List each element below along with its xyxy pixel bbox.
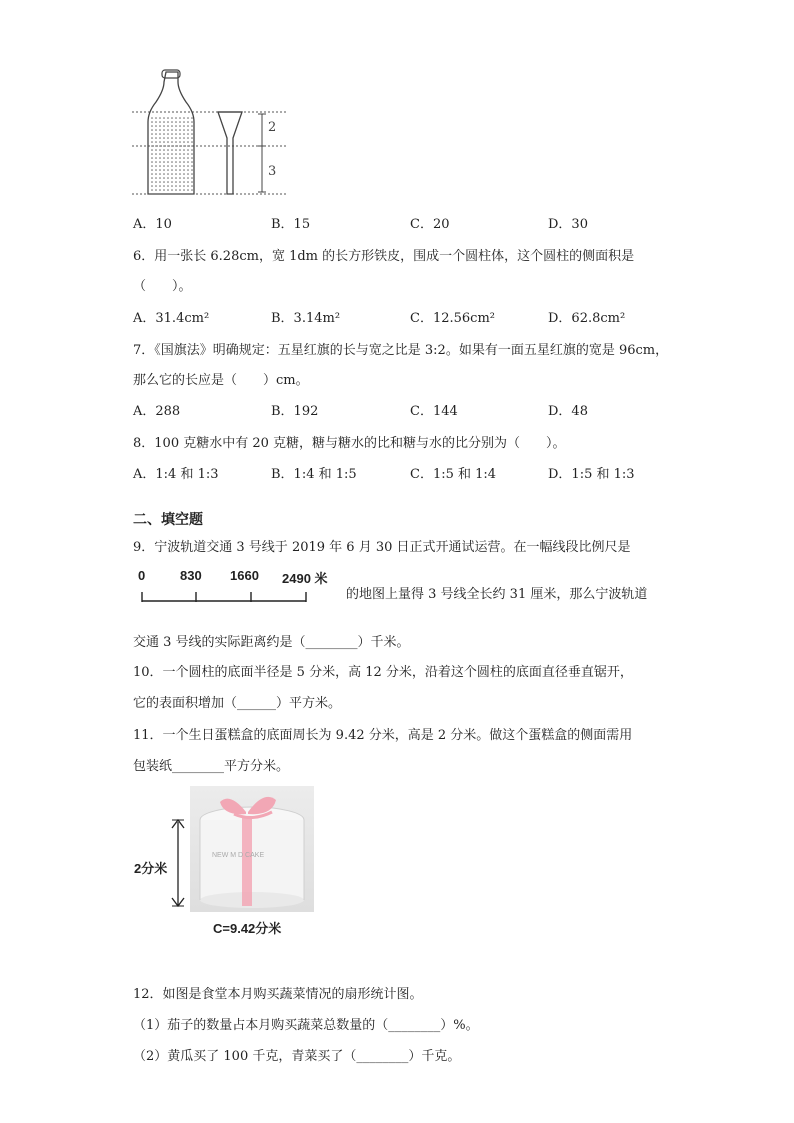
q12-sub1: （1）茄子的数量占本月购买蔬菜总数量的（________）%。 xyxy=(133,1018,479,1033)
q7-option-c[interactable]: C．144 xyxy=(410,404,458,419)
q8-option-b[interactable]: B．1:4 和 1:5 xyxy=(271,467,357,482)
scale-label-0: 0 xyxy=(138,568,146,583)
scale-bar xyxy=(130,566,340,606)
scale-label-830: 830 xyxy=(180,568,202,583)
q7-option-a[interactable]: A．288 xyxy=(133,404,181,419)
q12-text-line1: 12．如图是食堂本月购买蔬菜情况的扇形统计图。 xyxy=(133,987,423,1002)
q6-option-a[interactable]: A．31.4cm² xyxy=(133,311,210,326)
cake-box-svg xyxy=(190,786,314,912)
q9-text-line1: 9．宁波轨道交通 3 号线于 2019 年 6 月 30 日正式开通试运营。在一幅线段比例尺是 xyxy=(133,540,631,555)
q5-option-d[interactable]: D．30 xyxy=(548,217,588,232)
q7-text-line2: 那么它的长应是（ ）cm。 xyxy=(133,373,309,388)
figure-label-3: 3 xyxy=(268,164,277,179)
q7-option-d[interactable]: D．48 xyxy=(548,404,588,419)
q12-sub2: （2）黄瓜买了 100 千克，青菜买了（________）千克。 xyxy=(133,1049,461,1064)
q6-option-d[interactable]: D．62.8cm² xyxy=(548,311,626,326)
q8-option-c[interactable]: C．1:5 和 1:4 xyxy=(410,467,497,482)
q11-text-line2: 包装纸________平方分米。 xyxy=(133,759,290,774)
scale-label-2490: 2490 米 xyxy=(282,571,328,586)
bottle-funnel-svg xyxy=(130,68,290,198)
q6-option-c[interactable]: C．12.56cm² xyxy=(410,311,495,326)
height-label: 2分米 xyxy=(134,861,168,876)
section-title: 二、填空题 xyxy=(133,512,203,528)
cake-box-photo xyxy=(190,786,314,912)
q11-text-line1: 11．一个生日蛋糕盒的底面周长为 9.42 分米，高是 2 分米。做这个蛋糕盒的侧面需用 xyxy=(133,728,633,743)
q6-text-line2: （ ）。 xyxy=(133,279,192,294)
q7-text-line1: 7．《国旗法》明确规定：五星红旗的长与宽之比是 3:2。如果有一面五星红旗的宽是 96cm， xyxy=(133,343,669,358)
figure-label-2: 2 xyxy=(268,120,277,135)
q6-option-b[interactable]: B．3.14m² xyxy=(271,311,341,326)
q8-text-line1: 8．100 克糖水中有 20 克糖，糖与糖水的比和糖与水的比分别为（ ）。 xyxy=(133,436,566,451)
height-arrow xyxy=(168,818,188,910)
cake-box-text: NEW M D CAKE xyxy=(212,852,265,859)
scale-line xyxy=(130,566,340,606)
q6-text-line1: 6．用一张长 6.28cm，宽 1dm 的长方形铁皮，围成一个圆柱体，这个圆柱的侧面积是 xyxy=(133,249,635,264)
bottle-funnel-figure xyxy=(130,68,290,198)
q5-option-b[interactable]: B．15 xyxy=(271,217,311,232)
q5-option-a[interactable]: A．10 xyxy=(133,217,172,232)
scale-label-1660: 1660 xyxy=(230,568,259,583)
q9-text-line2: 的地图上量得 3 号线全长约 31 厘米，那么宁波轨道 xyxy=(346,587,648,602)
circumference-label: C=9.42分米 xyxy=(213,921,282,936)
q8-option-a[interactable]: A．1:4 和 1:3 xyxy=(133,467,219,482)
q5-option-c[interactable]: C．20 xyxy=(410,217,450,232)
q9-text-line3: 交通 3 号线的实际距离约是（________）千米。 xyxy=(133,635,410,650)
q8-option-d[interactable]: D．1:5 和 1:3 xyxy=(548,467,635,482)
q10-text-line2: 它的表面积增加（______）平方米。 xyxy=(133,696,342,711)
q10-text-line1: 10．一个圆柱的底面半径是 5 分米，高 12 分米，沿着这个圆柱的底面直径垂直锯开， xyxy=(133,665,633,680)
q7-option-b[interactable]: B．192 xyxy=(271,404,319,419)
